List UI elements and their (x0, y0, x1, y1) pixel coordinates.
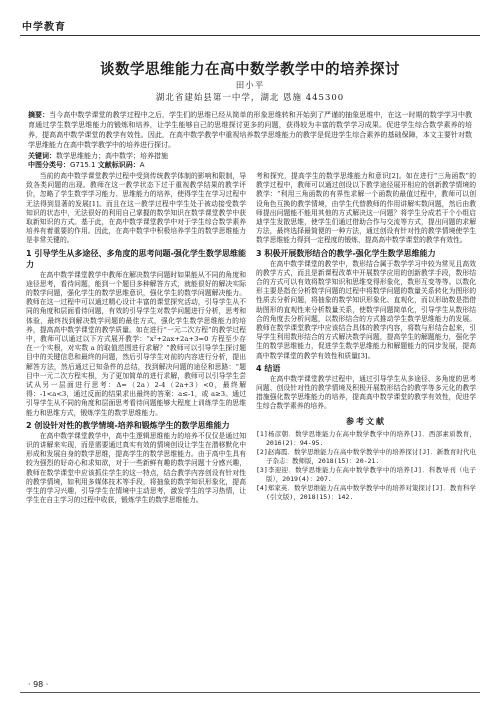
article-title: 谈数学思维能力在高中数学教学中的培养探讨 (100, 62, 400, 78)
abstract-block (28, 110, 472, 150)
journal-section-header: 中学教育 (22, 22, 66, 33)
section-3-paragraph: 在高中数学课堂的教学中，数形结合属于数学学习中较为常见且高效的教学方式，而且是新课程改革中开展数学应用的创新教学手段，数形结合的方式可以有效将数学知识和思维变得形象化，数形互变等等。以数化形主要是指在分析数学问题的过程中将数学问题的数量关系转化为图形的性质去分析问题，将抽象的数学知识形象化、直观化，而以形助数是指借助图形的直观性来分析数量关系，使数学问题简单化，引导学生从数形结合的角度去分析问题，以数形结合的方式推动学生数学思维能力的发展。教师在数学课堂教学中应该结合具体的教学内容，将数与形结合起来，引导学生利用数形结合的方式解决数学问题，提高学生的解题能力，强化学生的数学思维能力，促进学生数学思维能力和解题能力的同步发展，提高高中数学课堂的教学有效性和质量[3]。 (256, 259, 476, 360)
references-title: 参考文献 (346, 416, 386, 426)
header-divider (20, 35, 480, 36)
section-1-paragraph: 在高中数学课堂教学中教师在解决数学问题时如果能从不同的角度和途径思考，看待问题，能到一个题目多种解答方式，就能很好的解决实际的数学问题，强化学生的数学思维意识，强化学生的数学问题解决能力。教师在这一过程中可以通过精心设计丰富的课堂探究活动，引导学生从不同的角度和层面看待问题，有效的引导学生对数学问题进行分析，思考和体验，最终找到解决数学问题的最佳方式，强化学生数学思维能力的培养，提高高中数学课堂的教学质量。如在进行“一元二次方程”的教学过程中，教师可以通过以下方式展开教学：“x²+2ax+2a+3=0 方程至少存在一个实根，对实数 a 的取值范围进行求解？”教师可以引导学生探讨题目中的关键信息和最终的问题，然后引导学生对前的内容进行分析，提出解答方法，然后通过已知条件的总结，找到解决问题的途径和思路：“题目中一元二次方程实根，为了更加简单的进行求解，教师可以引导学生尝试从另一层面进行思考：Δ=（2a）2-4（2a+3）<0，最终解得：-1<a<3，通过反面的结果求出最终的答案：a≤-1，或 a≥3。通过引导学生从不同的角度和层面思考看待问题能够大程度上训练学生的思维能力和思维方式，锻炼学生的数学思维能力。 (26, 270, 246, 417)
abstract-text: 当今高中数学课堂的教学过程中之后，学生们的思维已经从简单的形象思维转和开始到了严谨的抽象思维中，在这一时期的数学学习中教育通过学生数学思维能力的锻炼和培养，让学生能够自己的思维探讨更多的问题，获得较为丰富的数学学习成果。促进学生综合数学素养的培养，提高高中数学课堂的教学有效性。因此，在高中数学教学中重视培养数学思维能力的教学是促进学生综合素养的基础保障，本文主要针对数学思维能力在高中数学教学中的培养进行探讨。 (28, 111, 473, 149)
footer-divider (20, 692, 480, 693)
section-2-paragraph: 在高中数学课堂教学中，高中生逻辑思维能力的培养不仅仅是通过知识的讲解来实现，而是需要通过真实有效的情境创设让学生在潜移默化中形成和发展自身的数学思维，提高学生的数学思维能力。由于高中生具有较为强烈的好奇心和求知欲，对于一些新鲜有趣的数学问题十分感兴趣，教师在数学课堂中应该抓住学生的这一特点，结合教学内容创设有针对性的教学情境，如利用多媒体技术等手段，将抽象的数学知识形象化，提高学生的学习兴趣，引导学生在情境中主动思考，激发学生的学习热情，让学生在自主学习的过程中收获，锻炼学生的数学思维能力。 (26, 431, 246, 505)
reference-item: [3]李迎迎．数学思维能力在高中数学教学中的培养[J]．科教导刊（电子版），2019(4)：207. (256, 465, 476, 483)
section-heading-4: 4 结语 (256, 363, 281, 373)
reference-item: [1]杨彦朝．数学思维能力在高中数学教学中的培养[J]．西部素质教育，2016(2)：94-95. (256, 429, 476, 447)
reference-item: [2]赵海霞．数学思维能力在高中数学教学中的培养探讨[J]．新教育时代电子杂志：教师版，2018(15)：20-21. (256, 447, 476, 465)
doc-code-label: 文献标识码： (97, 161, 140, 169)
classification-value: G715.1 (70, 161, 96, 169)
section-heading-1: 1 引导学生从多途径、多角度的思考问题-强化学生数学思维能力 (26, 248, 246, 269)
page-number: · 98 · (28, 680, 49, 689)
intro-paragraph: 当前的高中数学课堂教学过程中受到传统教学体制的影响和限制，导致各类问题的出现。教师在这一教学状态下过于重视教学结果的教学评价，忽略了学生数学学习能力、思维能力的培养，使得学生在学习过程中无法得到显著的发展[1]。而且在这一教学过程中学生处于被动接受数学知识的状态中，无法很好的利用自己掌握的数学知识在数学课堂教学中获取新知识的方式。基于此，在高中数学课堂教学中对于学生综合数学素养培养有着重要的作用。因此，在高中数学中积极培养学生的数学思维能力是非常关键的。 (26, 172, 246, 245)
article-affiliation: 湖北省建始县第一中学，湖北 恩施 445300 (155, 93, 345, 103)
reference-item: [4]郑家英．数学思维能力在高中数学教学中的培养对策探讨[J]．教育科学(引文版)，2018(15)：142. (256, 483, 476, 501)
classification-label: 中图分类号： (28, 161, 70, 169)
section-heading-3: 3 积极开展数形结合的教学-强化学生数学思维能力 (256, 248, 436, 258)
section-heading-2: 2 创设针对性的教学情境-培养和锻炼学生的数学思维能力 (26, 420, 230, 430)
body-left-column (26, 172, 246, 506)
body-right-column (256, 172, 476, 502)
classification-line (28, 160, 472, 170)
keywords-text: 数学思维能力；高中数学；培养措施 (56, 152, 168, 160)
section-4-paragraph: 在高中数学课堂教学过程中，通过引导学生从多途径、多角度的思考问题、创设针对性的教学情境及积极开展数形结合的教学等多元化的教学措施强化数学思维能力的培养，提高高中数学课堂的教学有效性，促进学生综合数学素养的培养。 (256, 374, 476, 411)
article-author: 田小平 (235, 81, 265, 91)
doc-code-value: A (139, 161, 145, 169)
keywords-label: 关键词： (28, 152, 56, 160)
abstract-label: 摘要： (28, 111, 50, 119)
continued-paragraph: 考和探究，提高学生的数学思维能力和意识[2]。如在进行“三角函数”的教学过程中，教师可以通过创设以下教学途径展开相应的创新教学情境的教学：“利用三角函数的有界性求解一个函数的最值过程中，教师可以创设角色互换的教学情境，由学生代替教师的作用讲解实数问题，然后由教师提出问题能不能用其他的方式解决这一问题？将学生分成若干个小组启迪学生发散思维，使学生们通过借助合作与交流等方式，提出问题的求解方法，最终选择最简便的一种方法，通过创设有针对性的教学情境使学生数学思维能力得到一定程度的锻炼，提高高中数学课堂的教学有效性。 (256, 172, 476, 245)
